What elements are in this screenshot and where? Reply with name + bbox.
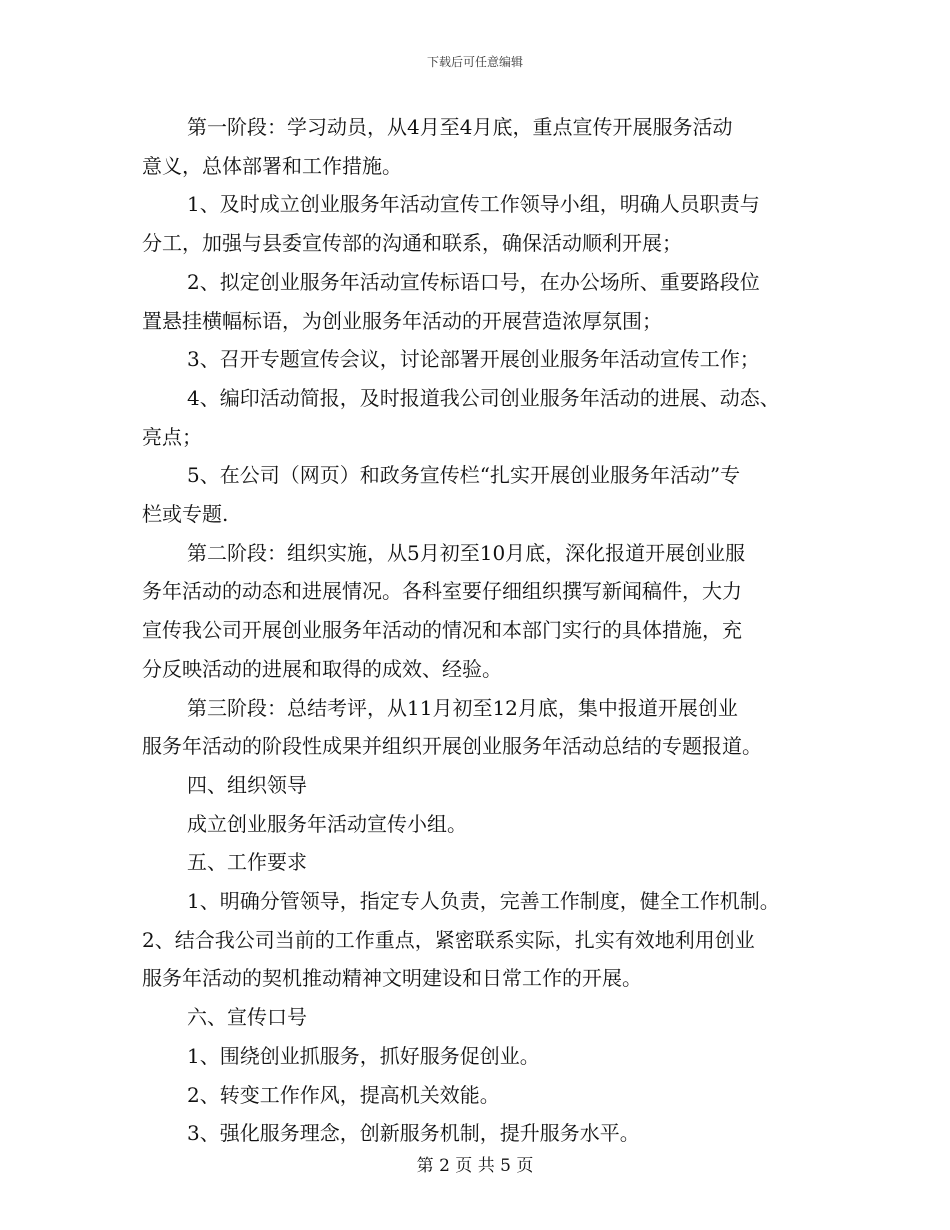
document-line: 1、明确分管领导，指定专人负责，完善工作制度，健全工作机制。 — [187, 889, 780, 914]
document-line: 六、宣传口号 — [187, 1005, 307, 1030]
document-line: 2、拟定创业服务年活动宣传标语口号，在办公场所、重要路段位 — [187, 269, 760, 294]
document-body — [142, 108, 842, 1153]
document-line: 宣传我公司开展创业服务年活动的情况和本部门实行的具体措施，充 — [142, 618, 742, 643]
page-header: 下载后可任意编辑 — [426, 55, 523, 69]
document-line: 1、及时成立创业服务年活动宣传工作领导小组，明确人员职责与 — [187, 192, 760, 217]
document-line: 服务年活动的契机推动精神文明建设和日常工作的开展。 — [142, 966, 642, 991]
document-line: 分反映活动的进展和取得的成效、经验。 — [142, 656, 502, 681]
document-line: 4、编印活动简报，及时报道我公司创业服务年活动的进展、动态、 — [187, 385, 780, 410]
document-line: 成立创业服务年活动宣传小组。 — [187, 811, 467, 836]
document-line: 四、组织领导 — [187, 772, 307, 797]
document-line: 2、转变工作作风，提高机关效能。 — [187, 1082, 500, 1107]
document-line: 1、围绕创业抓服务，抓好服务促创业。 — [187, 1043, 540, 1068]
document-line: 服务年活动的阶段性成果并组织开展创业服务年活动总结的专题报道。 — [142, 734, 762, 759]
document-line: 置悬挂横幅标语，为创业服务年活动的开展营造浓厚氛围； — [142, 308, 662, 333]
document-line: 意义，总体部署和工作措施。 — [142, 153, 402, 178]
document-line: 5、在公司（网页）和政务宣传栏“扎实开展创业服务年活动”专 — [187, 463, 741, 488]
document-line: 第三阶段：总结考评，从11月初至12月底，集中报道开展创业 — [187, 695, 738, 720]
document-line: 栏或专题. — [142, 502, 229, 527]
document-line: 3、强化服务理念，创新服务机制，提升服务水平。 — [187, 1121, 640, 1146]
document-line: 第二阶段：组织实施，从5月初至10月底，深化报道开展创业服 — [187, 540, 746, 565]
document-line: 第一阶段：学习动员，从4月至4月底，重点宣传开展服务活动 — [187, 115, 733, 139]
document-line: 务年活动的动态和进展情况。各科室要仔细组织撰写新闻稿件，大力 — [142, 579, 742, 604]
document-line: 亮点； — [142, 424, 202, 449]
document-line: 2、结合我公司当前的工作重点，紧密联系实际，扎实有效地利用创业 — [142, 927, 755, 952]
document-line: 3、召开专题宣传会议，讨论部署开展创业服务年活动宣传工作； — [187, 347, 760, 372]
document-line: 五、工作要求 — [187, 850, 307, 875]
page-number-footer: 第 2 页 共 5 页 — [416, 1156, 534, 1176]
document-line: 分工，加强与县委宣传部的沟通和联系，确保活动顺利开展； — [142, 231, 682, 256]
